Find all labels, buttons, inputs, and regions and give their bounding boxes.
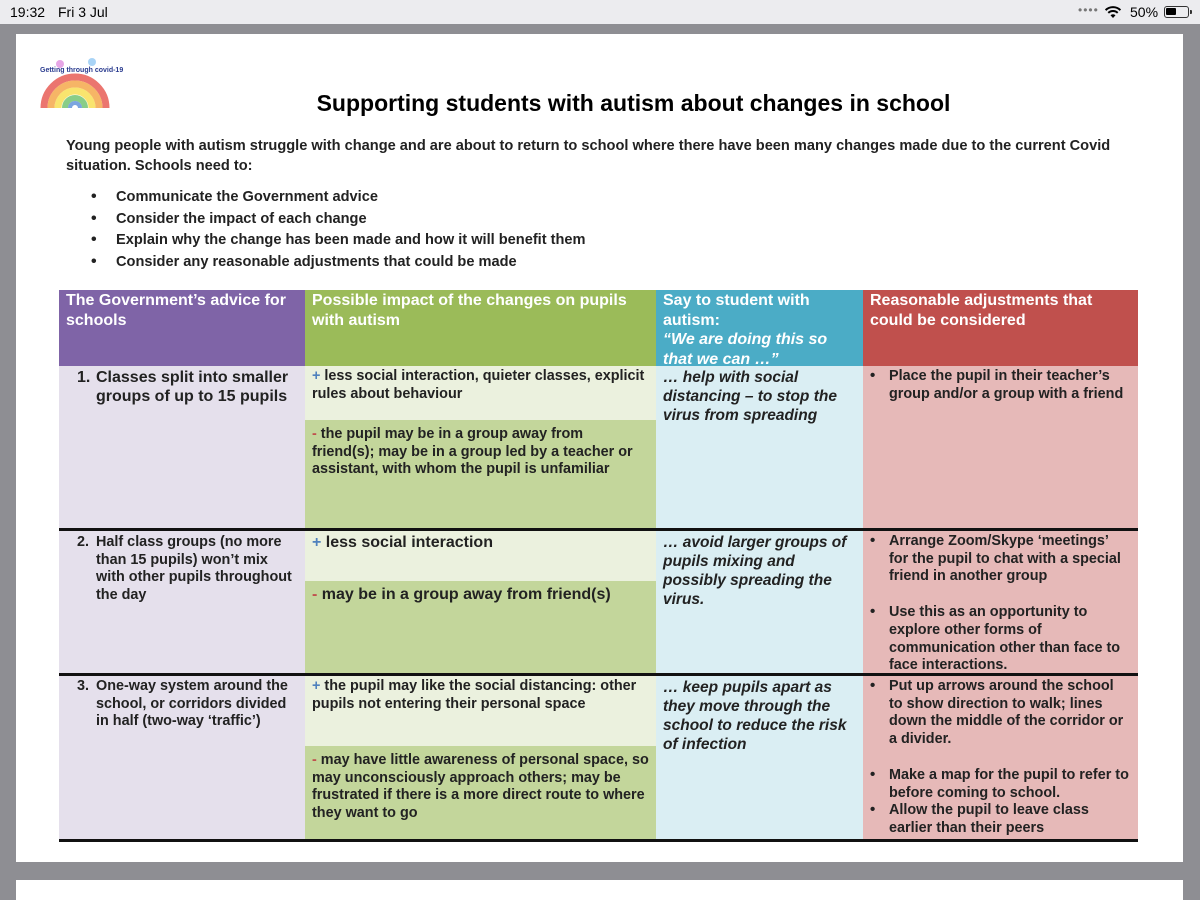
- impact-negative-text: the pupil may be in a group away from friend(s); may be in a group led by a teacher or assistant, with whom the pupil is unfamiliar: [312, 426, 633, 478]
- bullet-list: [91, 189, 586, 275]
- battery-percent: 50%: [1130, 4, 1159, 20]
- row1-adjustments-cell: [863, 366, 1138, 530]
- minus-sign: -: [312, 586, 318, 603]
- row2-impact-positive: [305, 531, 656, 581]
- header-say: [656, 290, 863, 366]
- header-say-text: Say to student with autism:: [663, 292, 810, 329]
- impact-positive-text: the pupil may like the social distancing: other pupils not entering their personal space: [312, 678, 637, 712]
- row1-impact-positive: [305, 366, 656, 420]
- logo-text: Getting through covid-19: [40, 67, 124, 74]
- bullet-item: • Explain why the change has been made and how it will benefit them: [91, 232, 586, 254]
- bullet-item: • Consider the impact of each change: [91, 211, 586, 233]
- header-adjustments: [863, 290, 1138, 366]
- minus-sign: -: [312, 426, 317, 442]
- minus-sign: -: [312, 752, 317, 768]
- status-bar: [0, 0, 1200, 24]
- header-impact-text: Possible impact of the changes on pupils with autism: [312, 292, 627, 329]
- impact-negative-text: may have little awareness of personal space, so may unconsciously approach others; may be frustrated if there is a more direct route to where they want to go: [312, 752, 649, 822]
- status-time: 19:32: [10, 4, 46, 20]
- row2-impact-negative: [305, 581, 656, 675]
- intro-paragraph: Young people with autism struggle with change and are about to return to school where there have been many changes made due to the current Covid situation. Schools need to:: [66, 138, 1111, 174]
- wifi-icon: [1104, 5, 1122, 19]
- document-page: [16, 34, 1183, 862]
- row-number: 3.: [77, 678, 90, 694]
- adjustment-item: • Allow the pupil to leave class earlier than their peers: [889, 802, 1131, 837]
- bullet-item: • Communicate the Government advice: [91, 189, 586, 211]
- row2-adjustments-cell: [863, 531, 1138, 675]
- impact-positive-text: less social interaction: [325, 534, 493, 551]
- plus-sign: +: [312, 678, 321, 694]
- adjustment-item: • Arrange Zoom/Skype ‘meetings’ for the pupil to chat with a special friend in another group: [889, 533, 1131, 586]
- row1-say-cell: … help with social distancing – to stop the virus from spreading: [656, 366, 863, 530]
- header-impact: [305, 290, 656, 366]
- adjustment-item: • Use this as an opportunity to explore other forms of communication other than face to face interactions.: [889, 604, 1131, 675]
- next-page: [16, 880, 1183, 900]
- row2-advice-cell: [59, 531, 305, 675]
- row3-adjustments-cell: [863, 676, 1138, 840]
- adjustment-item: • Put up arrows around the school to show direction to walk; lines down the middle of the corridor or a divider.: [889, 678, 1131, 749]
- adjustment-item: • Make a map for the pupil to refer to before coming to school.: [889, 767, 1131, 802]
- row-advice: One-way system around the school, or corridors divided in half (two-way ‘traffic’): [96, 678, 288, 730]
- row-advice: Classes split into smaller groups of up to 15 pupils: [96, 369, 289, 405]
- plus-sign: +: [312, 368, 321, 384]
- row2-say-cell: … avoid larger groups of pupils mixing and possibly spreading the virus.: [656, 531, 863, 675]
- battery-icon: [1164, 6, 1189, 18]
- row3-say-cell: … keep pupils apart as they move through the school to reduce the risk of infection: [656, 676, 863, 840]
- row-number: 2.: [77, 534, 90, 550]
- row-number: 1.: [77, 369, 91, 386]
- row-advice: Half class groups (no more than 15 pupils) won’t mix with other pupils throughout the day: [96, 534, 292, 604]
- header-adjustments-text: Reasonable adjustments that could be considered: [870, 292, 1093, 329]
- signal-dots-icon: ••••: [1078, 3, 1099, 17]
- header-advice: [59, 290, 305, 366]
- row3-impact-negative: [305, 746, 656, 840]
- row1-advice-cell: [59, 366, 305, 530]
- table-bottom-rule: [59, 839, 1138, 842]
- adjustment-item: • Place the pupil in their teacher’s group and/or a group with a friend: [889, 368, 1131, 403]
- document-title: Supporting students with autism about changes in school: [316, 90, 951, 116]
- row3-advice-cell: [59, 676, 305, 840]
- bullet-item: • Consider any reasonable adjustments that could be made: [91, 254, 586, 276]
- row1-impact-negative: [305, 420, 656, 530]
- plus-sign: +: [312, 534, 322, 551]
- header-advice-text: The Government’s advice for schools: [66, 292, 286, 329]
- header-say-quote: “We are doing this so that we can …”: [663, 331, 828, 366]
- impact-positive-text: less social interaction, quieter classes, explicit rules about behaviour: [312, 368, 645, 402]
- status-date: Fri 3 Jul: [58, 4, 108, 20]
- impact-negative-text: may be in a group away from friend(s): [321, 586, 611, 603]
- row3-impact-positive: [305, 676, 656, 746]
